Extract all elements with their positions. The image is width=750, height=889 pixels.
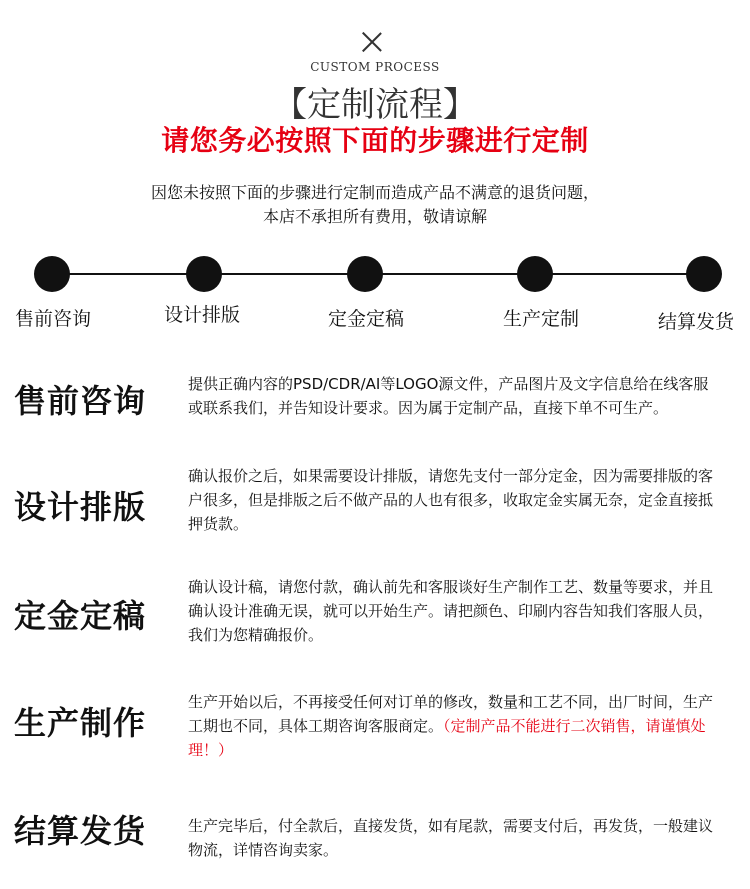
section-heading: 生产制作: [14, 704, 147, 742]
timeline-dot-1: [34, 256, 70, 292]
section-text: 提供正确内容的PSD/CDR/AI等LOGO源文件，产品图片及文字信息给在线客服或联系我们，并告知设计要求。因为属于定制产品，直接下单不可生产。: [188, 375, 709, 417]
title-text: 定制流程: [307, 85, 443, 125]
section-text: [188, 690, 718, 762]
title-bracket-open: 【: [273, 85, 307, 125]
section-text: 确认设计稿，请您付款，确认前先和客服谈好生产制作工艺、数量等要求，并且确认设计准确无误，就可以开始生产。请把颜色、印刷内容告知我们客服人员，我们为您精确报价。: [188, 578, 714, 644]
section-heading: 结算发货: [14, 812, 147, 850]
timeline-step-label-5: 结算发货: [657, 311, 735, 333]
subtitle-english: CUSTOM PROCESS: [310, 60, 440, 74]
timeline-dot-2: [186, 256, 222, 292]
section-text-warning: （定制产品不能进行二次销售，请谨慎处理！）: [188, 717, 706, 759]
section-heading: 设计排版: [14, 488, 147, 526]
close-icon: [361, 31, 383, 53]
section-heading: 售前咨询: [14, 382, 147, 420]
disclaimer-line-2: 本店不承担所有费用，敬请谅解: [262, 207, 487, 226]
timeline-step-label-3: 定金定稿: [327, 308, 405, 330]
red-notice: 请您务必按照下面的步骤进行定制: [161, 124, 589, 157]
process-timeline: [0, 254, 750, 334]
title-bracket-close: 】: [443, 85, 477, 125]
section-heading: 定金定稿: [14, 597, 147, 635]
timeline-step-label-2: 设计排版: [163, 304, 241, 326]
timeline-dot-3: [347, 256, 383, 292]
section-text: 确认报价之后，如果需要设计排版，请您先支付一部分定金，因为需要排版的客户很多，但是排版之后不做产品的人也有很多，收取定金实属无奈，定金直接抵押货款。: [188, 467, 714, 533]
timeline-step-label-4: 生产定制: [502, 308, 580, 330]
disclaimer: [0, 181, 750, 229]
timeline-step-label-1: 售前咨询: [14, 308, 92, 330]
timeline-dot-4: [517, 256, 553, 292]
timeline-dot-5: [686, 256, 722, 292]
section-text-main: 生产开始以后，不再接受任何对订单的修改，数量和工艺不同，出厂时间，生产工期也不同，具体工期咨询客服商定。: [188, 693, 714, 735]
section-text: 生产完毕后，付全款后，直接发货，如有尾款，需要支付后，再发货，一般建议物流，详情咨询卖家。: [188, 817, 714, 859]
disclaimer-line-1: 因您未按照下面的步骤进行定制而造成产品不满意的退货问题，: [150, 183, 599, 202]
